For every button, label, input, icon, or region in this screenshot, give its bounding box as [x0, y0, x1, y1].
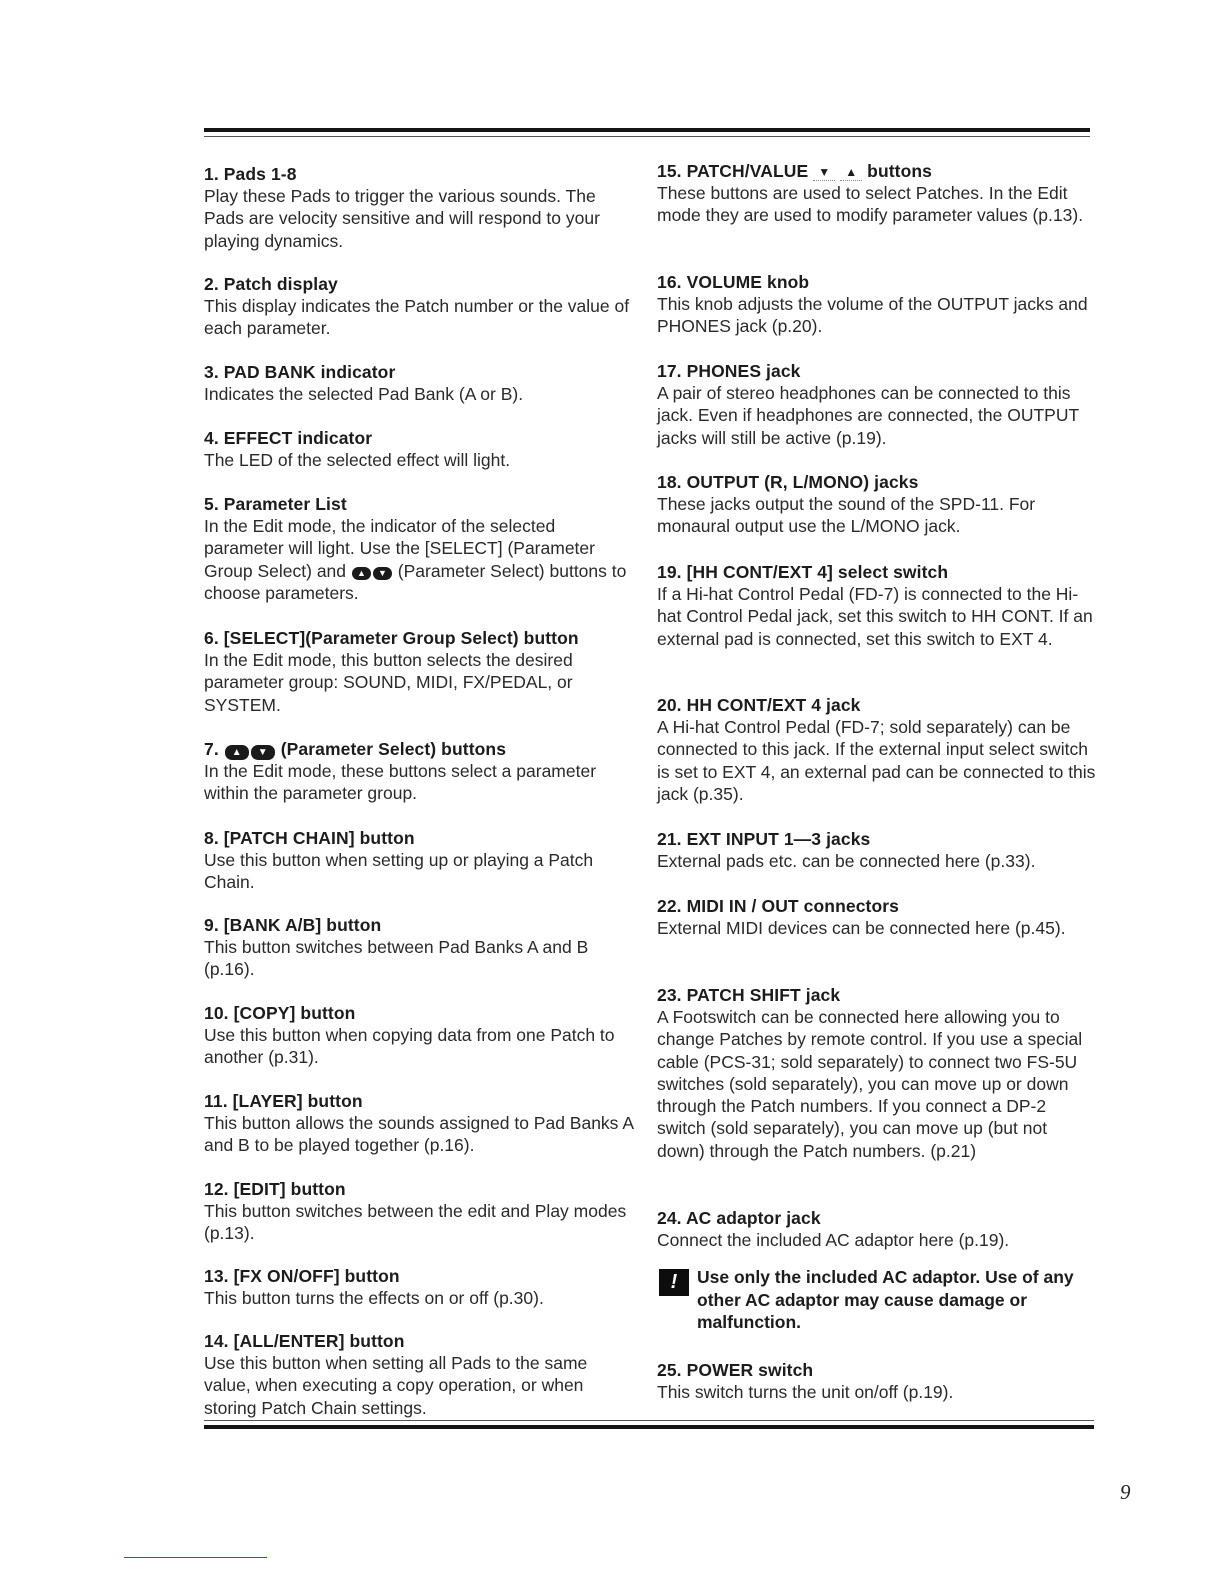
item-body: This button turns the effects on or off (p.30).	[204, 1288, 544, 1308]
top-rule-thin	[204, 136, 1090, 137]
item-ext-input-jacks	[657, 828, 1097, 872]
item-body-part: (Parameter Select) buttons to choose parameters.	[204, 560, 627, 603]
item-body: This button allows the sounds assigned to Pad Banks A and B to be played together (p.16).	[204, 1113, 634, 1156]
item-layer-button	[204, 1090, 636, 1157]
item-bank-ab-button	[204, 914, 636, 981]
item-pads	[204, 163, 636, 252]
bottom-divider	[124, 1557, 267, 1558]
item-body: This switch turns the unit on/off (p.19).	[657, 1382, 954, 1402]
item-body: Indicates the selected Pad Bank (A or B).	[204, 384, 524, 404]
up-arrow-button-icon: ▲	[352, 567, 371, 580]
warning-text: Use only the included AC adaptor. Use of any other AC adaptor may cause damage or malfunction.	[697, 1267, 1074, 1332]
item-body: In the Edit mode, these buttons select a parameter within the parameter group.	[204, 761, 597, 804]
down-arrow-button-icon: ▼	[251, 745, 275, 760]
item-title-part: (Parameter Select) buttons	[280, 739, 507, 759]
item-parameter-select-buttons	[204, 738, 636, 805]
item-body: A Hi-hat Control Pedal (FD-7; sold separately) can be connected to this jack. If the external input select switch is set to EXT 4, an external pad can be connected to this jack (p.35).	[657, 717, 1096, 804]
item-hh-cont-jack	[657, 694, 1097, 805]
item-title: 10. [COPY] button	[204, 1003, 356, 1023]
item-patch-chain-button	[204, 827, 636, 894]
item-title: 13. [FX ON/OFF] button	[204, 1266, 400, 1286]
item-volume-knob	[657, 271, 1097, 338]
item-edit-button	[204, 1178, 636, 1245]
item-title	[657, 160, 1097, 182]
item-body: This button switches between Pad Banks A and B (p.16).	[204, 937, 589, 980]
item-patch-display	[204, 273, 636, 340]
item-body: Use this button when setting up or playing a Patch Chain.	[204, 850, 594, 893]
item-all-enter-button	[204, 1330, 636, 1419]
item-title: 24. AC adaptor jack	[657, 1208, 821, 1228]
item-body: Connect the included AC adaptor here (p.19).	[657, 1230, 1010, 1250]
bottom-rule-thin	[204, 1420, 1094, 1421]
item-title	[204, 738, 636, 760]
item-title: 3. PAD BANK indicator	[204, 362, 396, 382]
item-body: This knob adjusts the volume of the OUTPUT jacks and PHONES jack (p.20).	[657, 294, 1088, 337]
item-fx-onoff-button	[204, 1265, 636, 1309]
item-body: A pair of stereo headphones can be connected to this jack. Even if headphones are connected, the OUTPUT jacks will still be active (p.19).	[657, 383, 1079, 448]
item-body-part: In the Edit mode, the indicator of the selected parameter will light. Use the [SELECT] (Parameter Group Select) and	[204, 516, 595, 581]
item-title: 20. HH CONT/EXT 4 jack	[657, 695, 861, 715]
down-arrow-icon: ▼	[813, 164, 835, 181]
item-title: 17. PHONES jack	[657, 361, 801, 381]
item-body: These buttons are used to select Patches. In the Edit mode they are used to modify parameter values (p.13).	[657, 183, 1084, 226]
item-effect-indicator	[204, 427, 636, 471]
item-title: 18. OUTPUT (R, L/MONO) jacks	[657, 472, 919, 492]
item-body: Use this button when setting all Pads to the same value, when executing a copy operation, or when storing Patch Chain settings.	[204, 1353, 588, 1418]
item-hh-cont-select-switch	[657, 561, 1097, 650]
item-power-switch	[657, 1359, 1097, 1403]
item-pad-bank-indicator	[204, 361, 636, 405]
item-phones-jack	[657, 360, 1097, 449]
warning-note	[657, 1266, 1097, 1334]
item-ac-adaptor-jack	[657, 1207, 1097, 1251]
item-title: 4. EFFECT indicator	[204, 428, 373, 448]
item-patch-shift-jack	[657, 984, 1097, 1162]
up-arrow-button-icon: ▲	[225, 745, 249, 760]
item-body: External MIDI devices can be connected here (p.45).	[657, 918, 1066, 938]
item-copy-button	[204, 1002, 636, 1069]
item-title: 5. Parameter List	[204, 494, 347, 514]
item-body: Play these Pads to trigger the various sounds. The Pads are velocity sensitive and will respond to your playing dynamics.	[204, 186, 600, 251]
item-midi-connectors	[657, 895, 1097, 939]
item-body: The LED of the selected effect will light.	[204, 450, 511, 470]
item-title: 23. PATCH SHIFT jack	[657, 985, 841, 1005]
item-title: 11. [LAYER] button	[204, 1091, 363, 1111]
item-body: A Footswitch can be connected here allowing you to change Patches by remote control. If you use a special cable (PCS-31; sold separately) to connect two FS-5U switches (sold separately), you can move up or down through the Patch numbers. If you connect a DP-2 switch (sold separately), you can move up (but not down) through the Patch numbers. (p.21)	[657, 1007, 1083, 1161]
item-title: 8. [PATCH CHAIN] button	[204, 828, 415, 848]
item-body: These jacks output the sound of the SPD-11. For monaural output use the L/MONO jack.	[657, 494, 1036, 537]
item-title-part: 7.	[204, 739, 219, 759]
item-patch-value-buttons	[657, 160, 1097, 227]
item-body: This display indicates the Patch number or the value of each parameter.	[204, 296, 630, 339]
item-title: 9. [BANK A/B] button	[204, 915, 382, 935]
item-title: 1. Pads 1-8	[204, 164, 297, 184]
item-body: This button switches between the edit and Play modes (p.13).	[204, 1201, 627, 1244]
item-select-button	[204, 627, 636, 716]
item-body: If a Hi-hat Control Pedal (FD-7) is connected to the Hi-hat Control Pedal jack, set this switch to HH CONT. If an external pad is connected, set this switch to EXT 4.	[657, 584, 1093, 649]
down-arrow-button-icon: ▼	[373, 567, 392, 580]
item-title-part: buttons	[867, 161, 933, 181]
item-title-part: 15. PATCH/VALUE	[657, 161, 809, 181]
page-number: 9	[1120, 1480, 1131, 1504]
item-body	[204, 515, 636, 604]
up-arrow-icon: ▲	[840, 164, 862, 181]
warning-icon: !	[659, 1269, 689, 1296]
item-title: 21. EXT INPUT 1—3 jacks	[657, 829, 871, 849]
item-title: 16. VOLUME knob	[657, 272, 810, 292]
item-title: 6. [SELECT](Parameter Group Select) button	[204, 628, 579, 648]
item-title: 12. [EDIT] button	[204, 1179, 346, 1199]
item-parameter-list	[204, 493, 636, 604]
top-rule	[204, 128, 1090, 132]
item-title: 2. Patch display	[204, 274, 338, 294]
item-body: External pads etc. can be connected here (p.33).	[657, 851, 1036, 871]
item-body: In the Edit mode, this button selects the desired parameter group: SOUND, MIDI, FX/PEDAL, or SYSTEM.	[204, 650, 573, 715]
item-title: 22. MIDI IN / OUT connectors	[657, 896, 900, 916]
item-title: 19. [HH CONT/EXT 4] select switch	[657, 562, 949, 582]
item-title: 25. POWER switch	[657, 1360, 814, 1380]
bottom-rule	[204, 1425, 1094, 1429]
item-title: 14. [ALL/ENTER] button	[204, 1331, 405, 1351]
item-body: Use this button when copying data from one Patch to another (p.31).	[204, 1025, 615, 1068]
item-output-jacks	[657, 471, 1097, 538]
